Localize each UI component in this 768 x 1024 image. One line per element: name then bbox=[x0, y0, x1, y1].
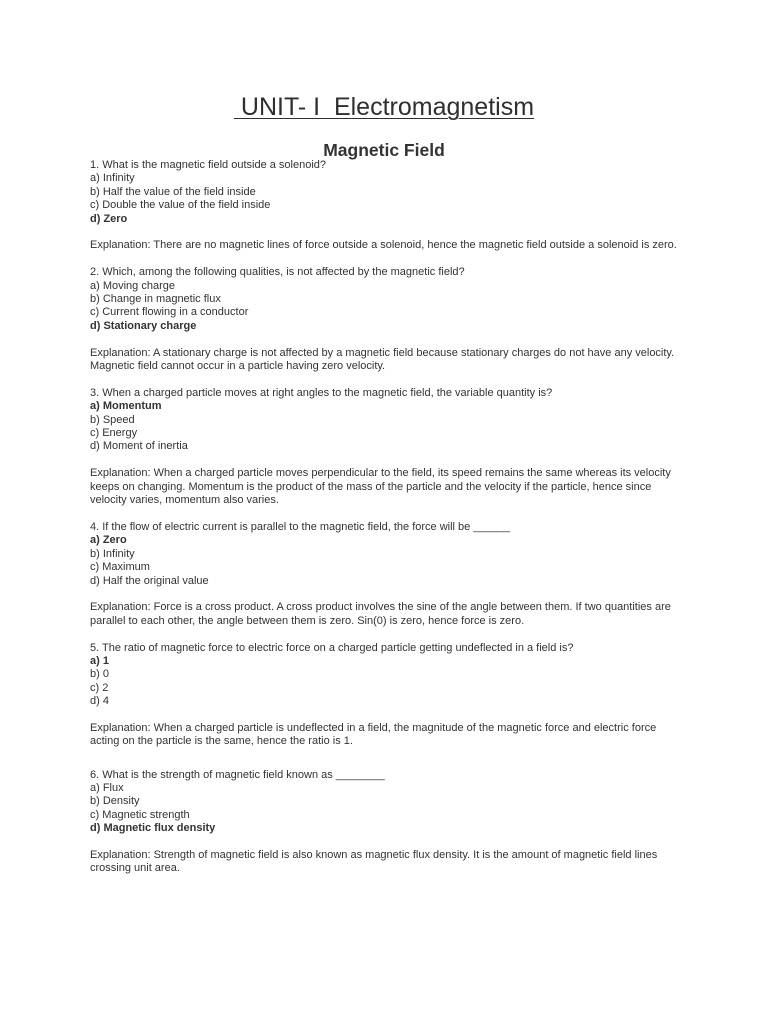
section-title: Magnetic Field bbox=[323, 140, 445, 160]
question-block-4 bbox=[90, 521, 680, 628]
option-c: c) 2 bbox=[90, 681, 109, 694]
explanation-text: Explanation: Strength of magnetic field is also known as magnetic flux density. It is the amount of magnetic field lines crossing unit area. bbox=[90, 849, 658, 875]
option-d-correct: d) Magnetic flux density bbox=[90, 822, 216, 835]
option-c: c) Current flowing in a conductor bbox=[90, 306, 249, 319]
option-c: c) Double the value of the field inside bbox=[90, 199, 271, 212]
option-d: d) 4 bbox=[90, 695, 109, 708]
explanation-text: Explanation: There are no magnetic lines of force outside a solenoid, hence the magnetic field outside a solenoid is zero. bbox=[90, 239, 677, 252]
explanation-text: Explanation: Force is a cross product. A cross product involves the sine of the angle between them. If two quantities are parallel to each other, the angle between them is zero. Sin(0) is zero, hence force is zero. bbox=[90, 601, 671, 627]
option-b: b) Change in magnetic flux bbox=[90, 293, 221, 306]
unit-title-text: UNIT- I Electromagnetism bbox=[233, 93, 535, 121]
option-a: a) Infinity bbox=[90, 172, 135, 185]
option-b: b) 0 bbox=[90, 668, 109, 681]
option-a-correct: a) 1 bbox=[90, 654, 109, 667]
question-list bbox=[90, 159, 680, 889]
question-block-3 bbox=[90, 387, 680, 508]
question-text: 6. What is the strength of magnetic field known as ________ bbox=[90, 768, 385, 781]
question-block-5 bbox=[90, 642, 680, 749]
option-b: b) Speed bbox=[90, 413, 135, 426]
question-block-6 bbox=[90, 769, 680, 876]
question-text: 5. The ratio of magnetic force to electric force on a charged particle getting undeflected in a field is? bbox=[90, 641, 574, 654]
option-a: a) Flux bbox=[90, 782, 124, 795]
question-block-2 bbox=[90, 266, 680, 373]
option-b: b) Infinity bbox=[90, 547, 135, 560]
option-a-correct: a) Zero bbox=[90, 534, 127, 547]
option-d: d) Half the original value bbox=[90, 574, 209, 587]
explanation-text: Explanation: A stationary charge is not affected by a magnetic field because stationary charges do not have any velocity. Magnetic field cannot occur in a particle having zero velocity. bbox=[90, 346, 675, 373]
option-a: a) Moving charge bbox=[90, 279, 175, 292]
question-text: 2. Which, among the following qualities, is not affected by the magnetic field? bbox=[90, 266, 465, 279]
question-text: 3. When a charged particle moves at right angles to the magnetic field, the variable quantity is? bbox=[90, 386, 553, 399]
option-b: b) Half the value of the field inside bbox=[90, 185, 256, 198]
question-text: 4. If the flow of electric current is parallel to the magnetic field, the force will be ______ bbox=[90, 520, 511, 533]
option-b: b) Density bbox=[90, 795, 140, 808]
option-d-correct: d) Zero bbox=[90, 212, 128, 225]
option-c: c) Energy bbox=[90, 427, 138, 440]
unit-title bbox=[0, 92, 768, 122]
explanation-text: Explanation: When a charged particle is undeflected in a field, the magnitude of the magnetic force and electric force acting on the particle is the same, hence the ratio is 1. bbox=[90, 721, 657, 748]
option-d: d) Moment of inertia bbox=[90, 440, 188, 453]
option-c: c) Magnetic strength bbox=[90, 808, 190, 821]
option-c: c) Maximum bbox=[90, 561, 150, 574]
question-text: 1. What is the magnetic field outside a solenoid? bbox=[90, 159, 327, 171]
question-block-1 bbox=[90, 159, 680, 253]
option-d-correct: d) Stationary charge bbox=[90, 319, 197, 332]
option-a-correct: a) Momentum bbox=[90, 400, 162, 413]
explanation-text: Explanation: When a charged particle moves perpendicular to the field, its speed remains the same whereas its velocity keeps on changing. Momentum is the product of the mass of the particle and the velocity if the particle, hence since velocity varies, momentum also varies. bbox=[90, 467, 671, 507]
